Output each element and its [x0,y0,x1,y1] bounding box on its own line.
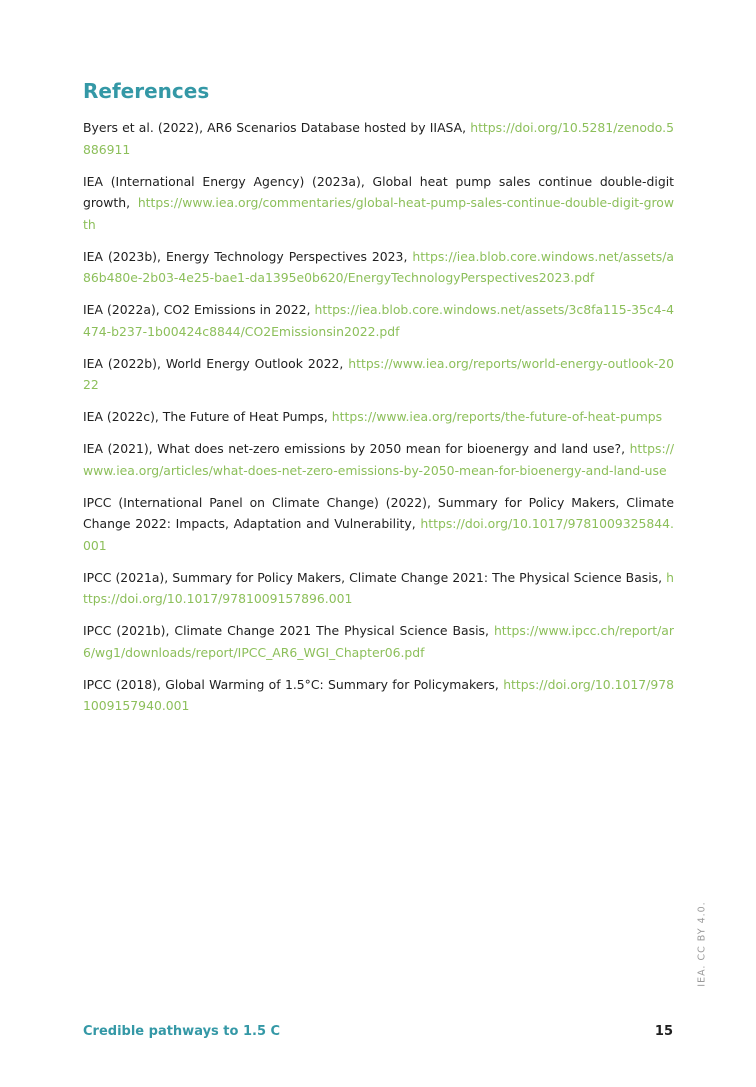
reference-text: IEA (2021), What does net-zero emissions by 2050 mean for bioenergy and land use?, [83,441,626,456]
reference-text: IEA (2023b), Energy Technology Perspectives 2023, [83,248,408,264]
reference-text: IPCC (2021b), Climate Change 2021 The Physical Science Basis, [83,623,489,638]
reference-text: IEA (International Energy Agency) (2023a), Global heat pump sales continue double-digit growth, [83,173,674,210]
reference-text: IEA (2022b), World Energy Outlook 2022, [83,355,344,371]
footer-report-title: Credible pathways to 1.5 C [83,1024,281,1039]
reference-link[interactable]: https://www.ipcc.ch/report/ar6/wg1/downloads/report/IPCC_AR6_WGI_Chapter06.pdf [83,623,674,660]
reference-link[interactable]: https://www.iea.org/commentaries/global-heat-pump-sales-continue-double-digit-growth [83,195,674,232]
page-number: 15 [654,1024,673,1039]
reference-link[interactable]: https://iea.blob.core.windows.net/assets/a86b480e-2b03-4e25-bae1-da1395e0b620/EnergyTechnologyPerspectives2023.pdf [83,248,674,285]
reference-text: Byers et al. (2022), AR6 Scenarios Database hosted by IIASA, [83,120,467,135]
references-heading: References [83,79,210,103]
reference-item [83,406,674,428]
reference-item [83,299,674,342]
reference-text: IPCC (2021a), Summary for Policy Makers, Climate Change 2021: The Physical Science Basis, [83,569,663,585]
reference-link[interactable]: https://doi.org/10.1017/9781009157940.001 [83,676,674,713]
reference-item [83,246,674,289]
license-notice: IEA. CC BY 4.0. [696,901,708,987]
reference-link[interactable]: https://doi.org/10.5281/zenodo.5886911 [83,120,674,157]
reference-item [83,492,674,557]
reference-text: IEA (2022c), The Future of Heat Pumps, [83,409,328,424]
reference-link[interactable]: https://www.iea.org/articles/what-does-net-zero-emissions-by-2050-mean-for-bioenergy-and-land-use [83,441,674,478]
reference-text: IPCC (2018), Global Warming of 1.5°C: Summary for Policymakers, [83,676,499,692]
reference-item [83,117,674,160]
reference-link[interactable]: https://www.iea.org/reports/the-future-of-heat-pumps [331,409,663,424]
reference-item [83,171,674,236]
reference-item [83,567,674,610]
reference-item [83,438,674,481]
reference-text: IEA (2022a), CO2 Emissions in 2022, [83,302,311,317]
reference-item [83,353,674,396]
reference-link[interactable]: https://iea.blob.core.windows.net/assets/3c8fa115-35c4-4474-b237-1b00424c8844/CO2Emissionsin2022.pdf [83,302,674,339]
references-list [83,117,674,727]
reference-item [83,620,674,663]
reference-text: IPCC (International Panel on Climate Change) (2022), Summary for Policy Makers, Climate Change 2022: Impacts, Adaptation and Vulnerability, [83,494,674,531]
reference-link[interactable]: https://www.iea.org/reports/world-energy-outlook-2022 [83,355,674,392]
reference-link[interactable]: https://doi.org/10.1017/9781009157896.001 [83,569,674,606]
reference-item [83,674,674,717]
reference-link[interactable]: https://doi.org/10.1017/9781009325844.001 [83,516,674,553]
